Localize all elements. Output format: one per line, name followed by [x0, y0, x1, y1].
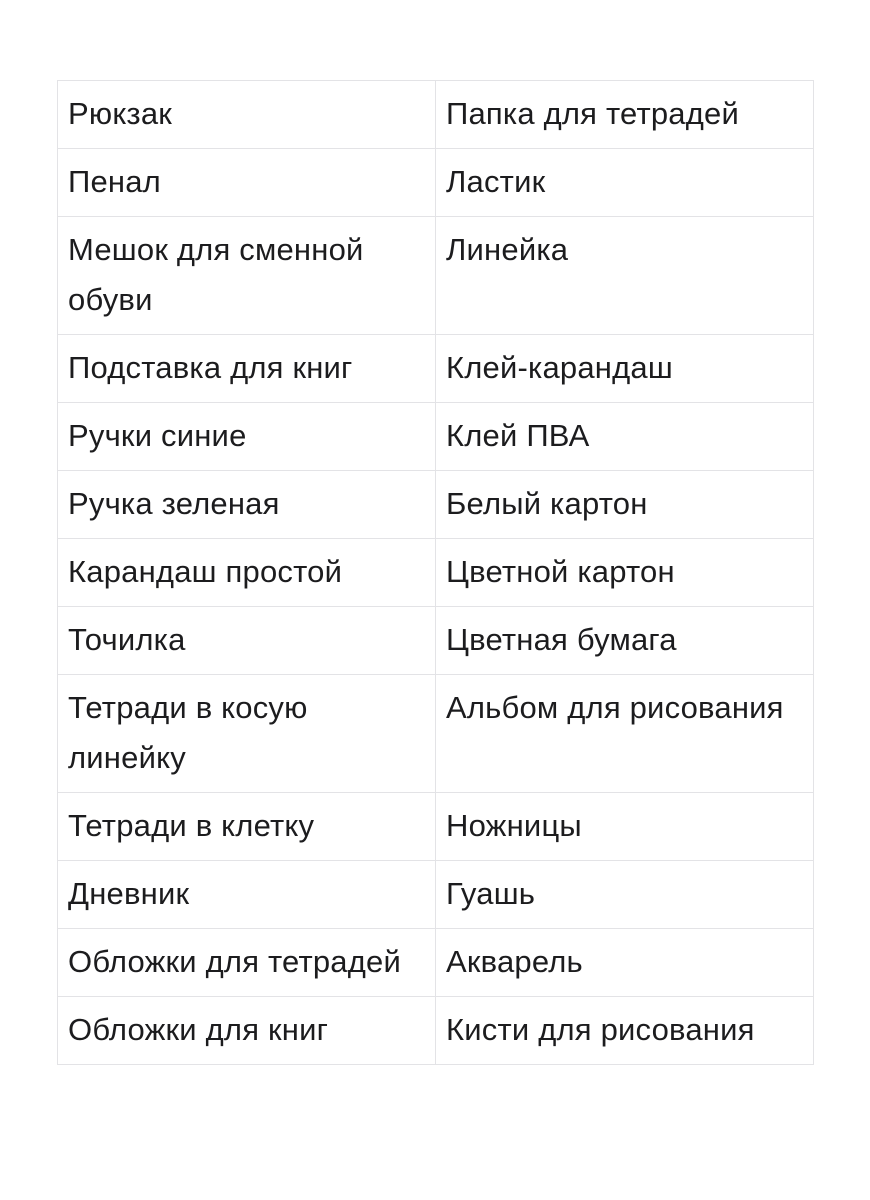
- table-cell: Гуашь: [436, 861, 814, 929]
- table-cell: Тетради в косую линейку: [58, 675, 436, 793]
- table-row: [58, 403, 814, 471]
- table-row: [58, 793, 814, 861]
- table-cell: Ручки синие: [58, 403, 436, 471]
- table-cell: Белый картон: [436, 471, 814, 539]
- table-cell: Ручка зеленая: [58, 471, 436, 539]
- table-row: [58, 149, 814, 217]
- table-cell: Обложки для книг: [58, 997, 436, 1065]
- table-row: [58, 335, 814, 403]
- table-row: [58, 217, 814, 335]
- table-cell: Папка для тетрадей: [436, 81, 814, 149]
- table-cell: Тетради в клетку: [58, 793, 436, 861]
- table-row: [58, 539, 814, 607]
- table-cell: Точилка: [58, 607, 436, 675]
- table-cell: Обложки для тетрадей: [58, 929, 436, 997]
- table-cell: Мешок для сменной обуви: [58, 217, 436, 335]
- table-row: [58, 861, 814, 929]
- table-cell: Карандаш простой: [58, 539, 436, 607]
- table-cell: Акварель: [436, 929, 814, 997]
- table-row: [58, 929, 814, 997]
- table-row: [58, 997, 814, 1065]
- table-cell: Цветной картон: [436, 539, 814, 607]
- table-cell: Ножницы: [436, 793, 814, 861]
- table-cell: Подставка для книг: [58, 335, 436, 403]
- table-cell: Линейка: [436, 217, 814, 335]
- table-cell: Клей-карандаш: [436, 335, 814, 403]
- table-row: [58, 675, 814, 793]
- table-row: [58, 471, 814, 539]
- table-cell: Цветная бумага: [436, 607, 814, 675]
- supply-list-table: [57, 80, 814, 1065]
- table-cell: Рюкзак: [58, 81, 436, 149]
- table-cell: Ластик: [436, 149, 814, 217]
- table-row: [58, 607, 814, 675]
- table-cell: Пенал: [58, 149, 436, 217]
- table-cell: Клей ПВА: [436, 403, 814, 471]
- table-cell: Кисти для рисования: [436, 997, 814, 1065]
- table-row: [58, 81, 814, 149]
- table-cell: Дневник: [58, 861, 436, 929]
- table-cell: Альбом для рисования: [436, 675, 814, 793]
- supply-list-table-container: [57, 80, 813, 1065]
